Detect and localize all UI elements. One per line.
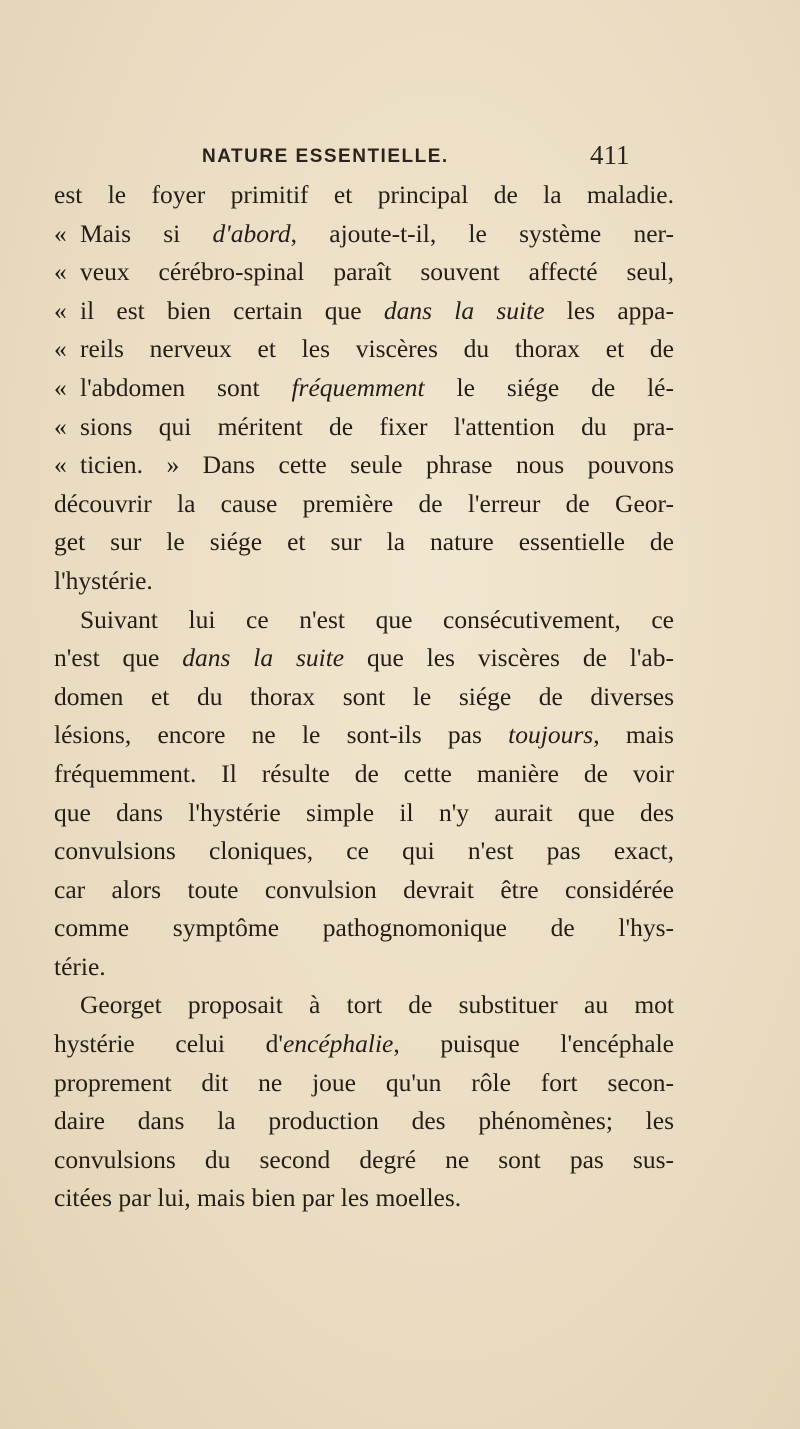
quote-mark: «	[54, 257, 67, 287]
emphasis: d'abord	[212, 218, 291, 248]
text-line: domen et du thorax sont le siége de diverses	[54, 681, 674, 711]
text-line: comme symptôme pathognomonique de l'hys-	[54, 913, 674, 943]
text-line: que dans l'hystérie simple il n'y aurait que des	[54, 797, 674, 827]
text-line: hystérie celui d'encéphalie, puisque l'encéphale	[54, 1029, 675, 1059]
emphasis: dans la suite	[182, 643, 345, 673]
quote-mark: «	[54, 295, 67, 325]
paragraph-start: Suivant lui ce n'est que consécutivement, ce	[80, 604, 674, 634]
emphasis: dans la suite	[383, 295, 545, 325]
text-line: daire dans la production des phénomènes; les	[54, 1106, 674, 1136]
emphasis: toujours	[508, 720, 594, 750]
text-line: fréquemment. Il résulte de cette manière de voir	[54, 758, 674, 788]
quote-mark: «	[54, 411, 67, 441]
text-line: convulsions cloniques, ce qui n'est pas exact,	[54, 836, 674, 866]
body-text	[54, 176, 674, 1218]
emphasis: fréquemment	[291, 372, 425, 402]
running-title: NATURE ESSENTIELLE.	[202, 146, 449, 167]
text-line: citées par lui, mais bien par les moelles.	[54, 1183, 462, 1213]
text-line: est le foyer primitif et principal de la maladie.	[54, 180, 674, 209]
text-line: car alors toute convulsion devrait être considérée	[54, 874, 674, 904]
quote-mark: «	[54, 334, 67, 364]
quote-mark: «	[54, 450, 67, 480]
text-line: l'hystérie.	[54, 565, 153, 595]
quote-line: « ticien. » Dans cette seule phrase nous pouvons	[54, 446, 674, 485]
text-line: convulsions du second degré ne sont pas sus-	[54, 1144, 674, 1174]
page-number: 411	[590, 140, 630, 170]
text-line: lésions, encore ne le sont-ils pas toujours, mais	[54, 720, 674, 750]
quote-mark: «	[54, 372, 67, 402]
text-line: découvrir la cause première de l'erreur de Geor-	[54, 488, 674, 518]
quote-line: « l'abdomen sont fréquemment le siége de lé-	[54, 369, 674, 408]
page-header	[54, 140, 654, 180]
quote-line: « il est bien certain que dans la suite les appa-	[54, 292, 674, 331]
quote-mark: «	[54, 218, 67, 248]
quote-line: « reils nerveux et les viscères du thorax et de	[54, 330, 674, 369]
text-line: térie.	[54, 951, 106, 981]
text-line: n'est que dans la suite que les viscères de l'ab-	[54, 643, 674, 673]
paragraph-start: Georget proposait à tort de substituer au mot	[80, 990, 674, 1020]
quote-line: « veux cérébro-spinal paraît souvent affecté seul,	[54, 253, 674, 292]
quote-line: « sions qui méritent de fixer l'attention du pra-	[54, 408, 674, 447]
text-line: proprement dit ne joue qu'un rôle fort secon-	[54, 1067, 674, 1097]
quote-line: « Mais si d'abord, ajoute-t-il, le système ner-	[54, 215, 674, 254]
emphasis: encéphalie	[282, 1029, 394, 1059]
text-line: get sur le siége et sur la nature essentielle de	[54, 527, 674, 557]
